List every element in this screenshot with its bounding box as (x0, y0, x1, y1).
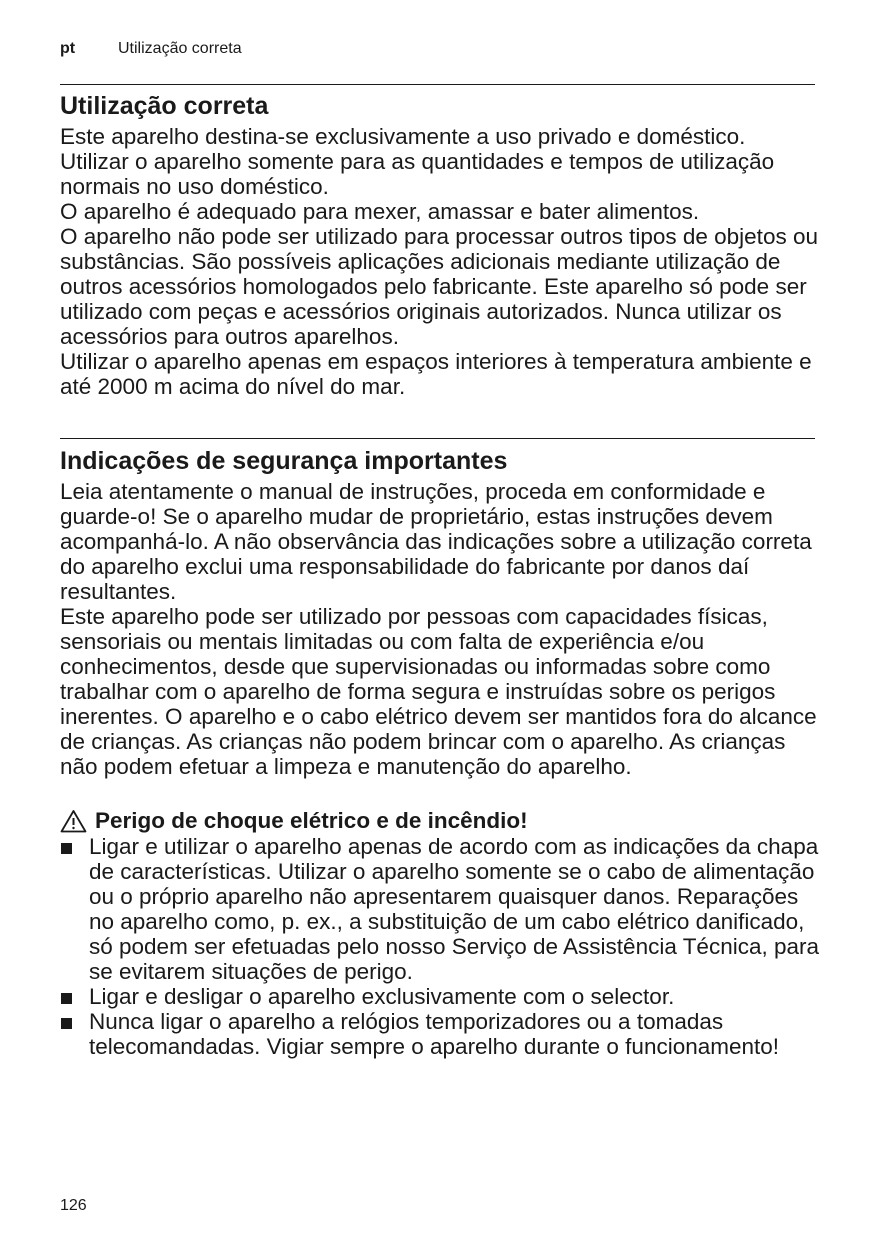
page-number: 126 (60, 1197, 87, 1214)
paragraph: Leia atentamente o manual de instruções, proceda em conformidade e guarde-o! Se o aparelho mudar de proprietário, estas instruções devem acompanhá-lo. A não observância das indicações sobre a utilização correta do aparelho exclui uma responsabilidade do fabricante por danos daí resultantes. (60, 479, 812, 604)
warning-title: Perigo de choque elétrico e de incêndio! (95, 808, 528, 833)
page-header (60, 40, 242, 58)
safety-bullet-list (60, 834, 820, 1059)
warning-heading (60, 808, 528, 833)
section-divider-top (60, 84, 815, 85)
section-title-correct-use: Utilização correta (60, 92, 269, 120)
language-code: pt (60, 40, 76, 57)
paragraph: O aparelho não pode ser utilizado para processar outros tipos de objetos ou substâncias. São possíveis aplicações adicionais mediante utilização de outros acessórios homologados pelo fabricante. Este aparelho só pode ser utilizado com peças e acessórios originais autorizados. Nunca utilizar os acessórios para outros aparelhos. (60, 224, 818, 349)
list-item: Ligar e utilizar o aparelho apenas de acordo com as indicações da chapa de características. Utilizar o aparelho somente se o cabo de alimentação ou o próprio aparelho não apresentarem quaisquer danos. Reparações no aparelho como, p. ex., a substituição de um cabo elétrico danificado, só podem ser efetuadas pelo nosso Serviço de Assistência Técnica, para se evitarem situações de perigo. (60, 834, 820, 984)
section-title-safety: Indicações de segurança importantes (60, 447, 508, 475)
safety-body (60, 479, 820, 779)
paragraph: Utilizar o aparelho apenas em espaços interiores à temperatura ambiente e até 2000 m acima do nível do mar. (60, 349, 812, 399)
section-divider-safety (60, 438, 815, 439)
running-header-title: Utilização correta (118, 40, 242, 57)
paragraph: O aparelho é adequado para mexer, amassar e bater alimentos. (60, 199, 700, 224)
correct-use-body (60, 124, 820, 399)
warning-triangle-icon (60, 809, 87, 833)
list-item: Nunca ligar o aparelho a relógios temporizadores ou a tomadas telecomandadas. Vigiar sempre o aparelho durante o funcionamento! (60, 1009, 820, 1059)
paragraph: Este aparelho pode ser utilizado por pessoas com capacidades físicas, sensoriais ou mentais limitadas ou com falta de experiência e/ou conhecimentos, desde que supervisionadas ou informadas sobre como trabalhar com o aparelho de forma segura e instruídas sobre os perigos inerentes. O aparelho e o cabo elétrico devem ser mantidos fora do alcance de crianças. As crianças não podem brincar com o aparelho. As crianças não podem efetuar a limpeza e manutenção do aparelho. (60, 604, 817, 779)
paragraph: Este aparelho destina-se exclusivamente a uso privado e doméstico. Utilizar o aparelho somente para as quantidades e tempos de utilização normais no uso doméstico. (60, 124, 775, 199)
list-item: Ligar e desligar o aparelho exclusivamente com o selector. (60, 984, 820, 1009)
